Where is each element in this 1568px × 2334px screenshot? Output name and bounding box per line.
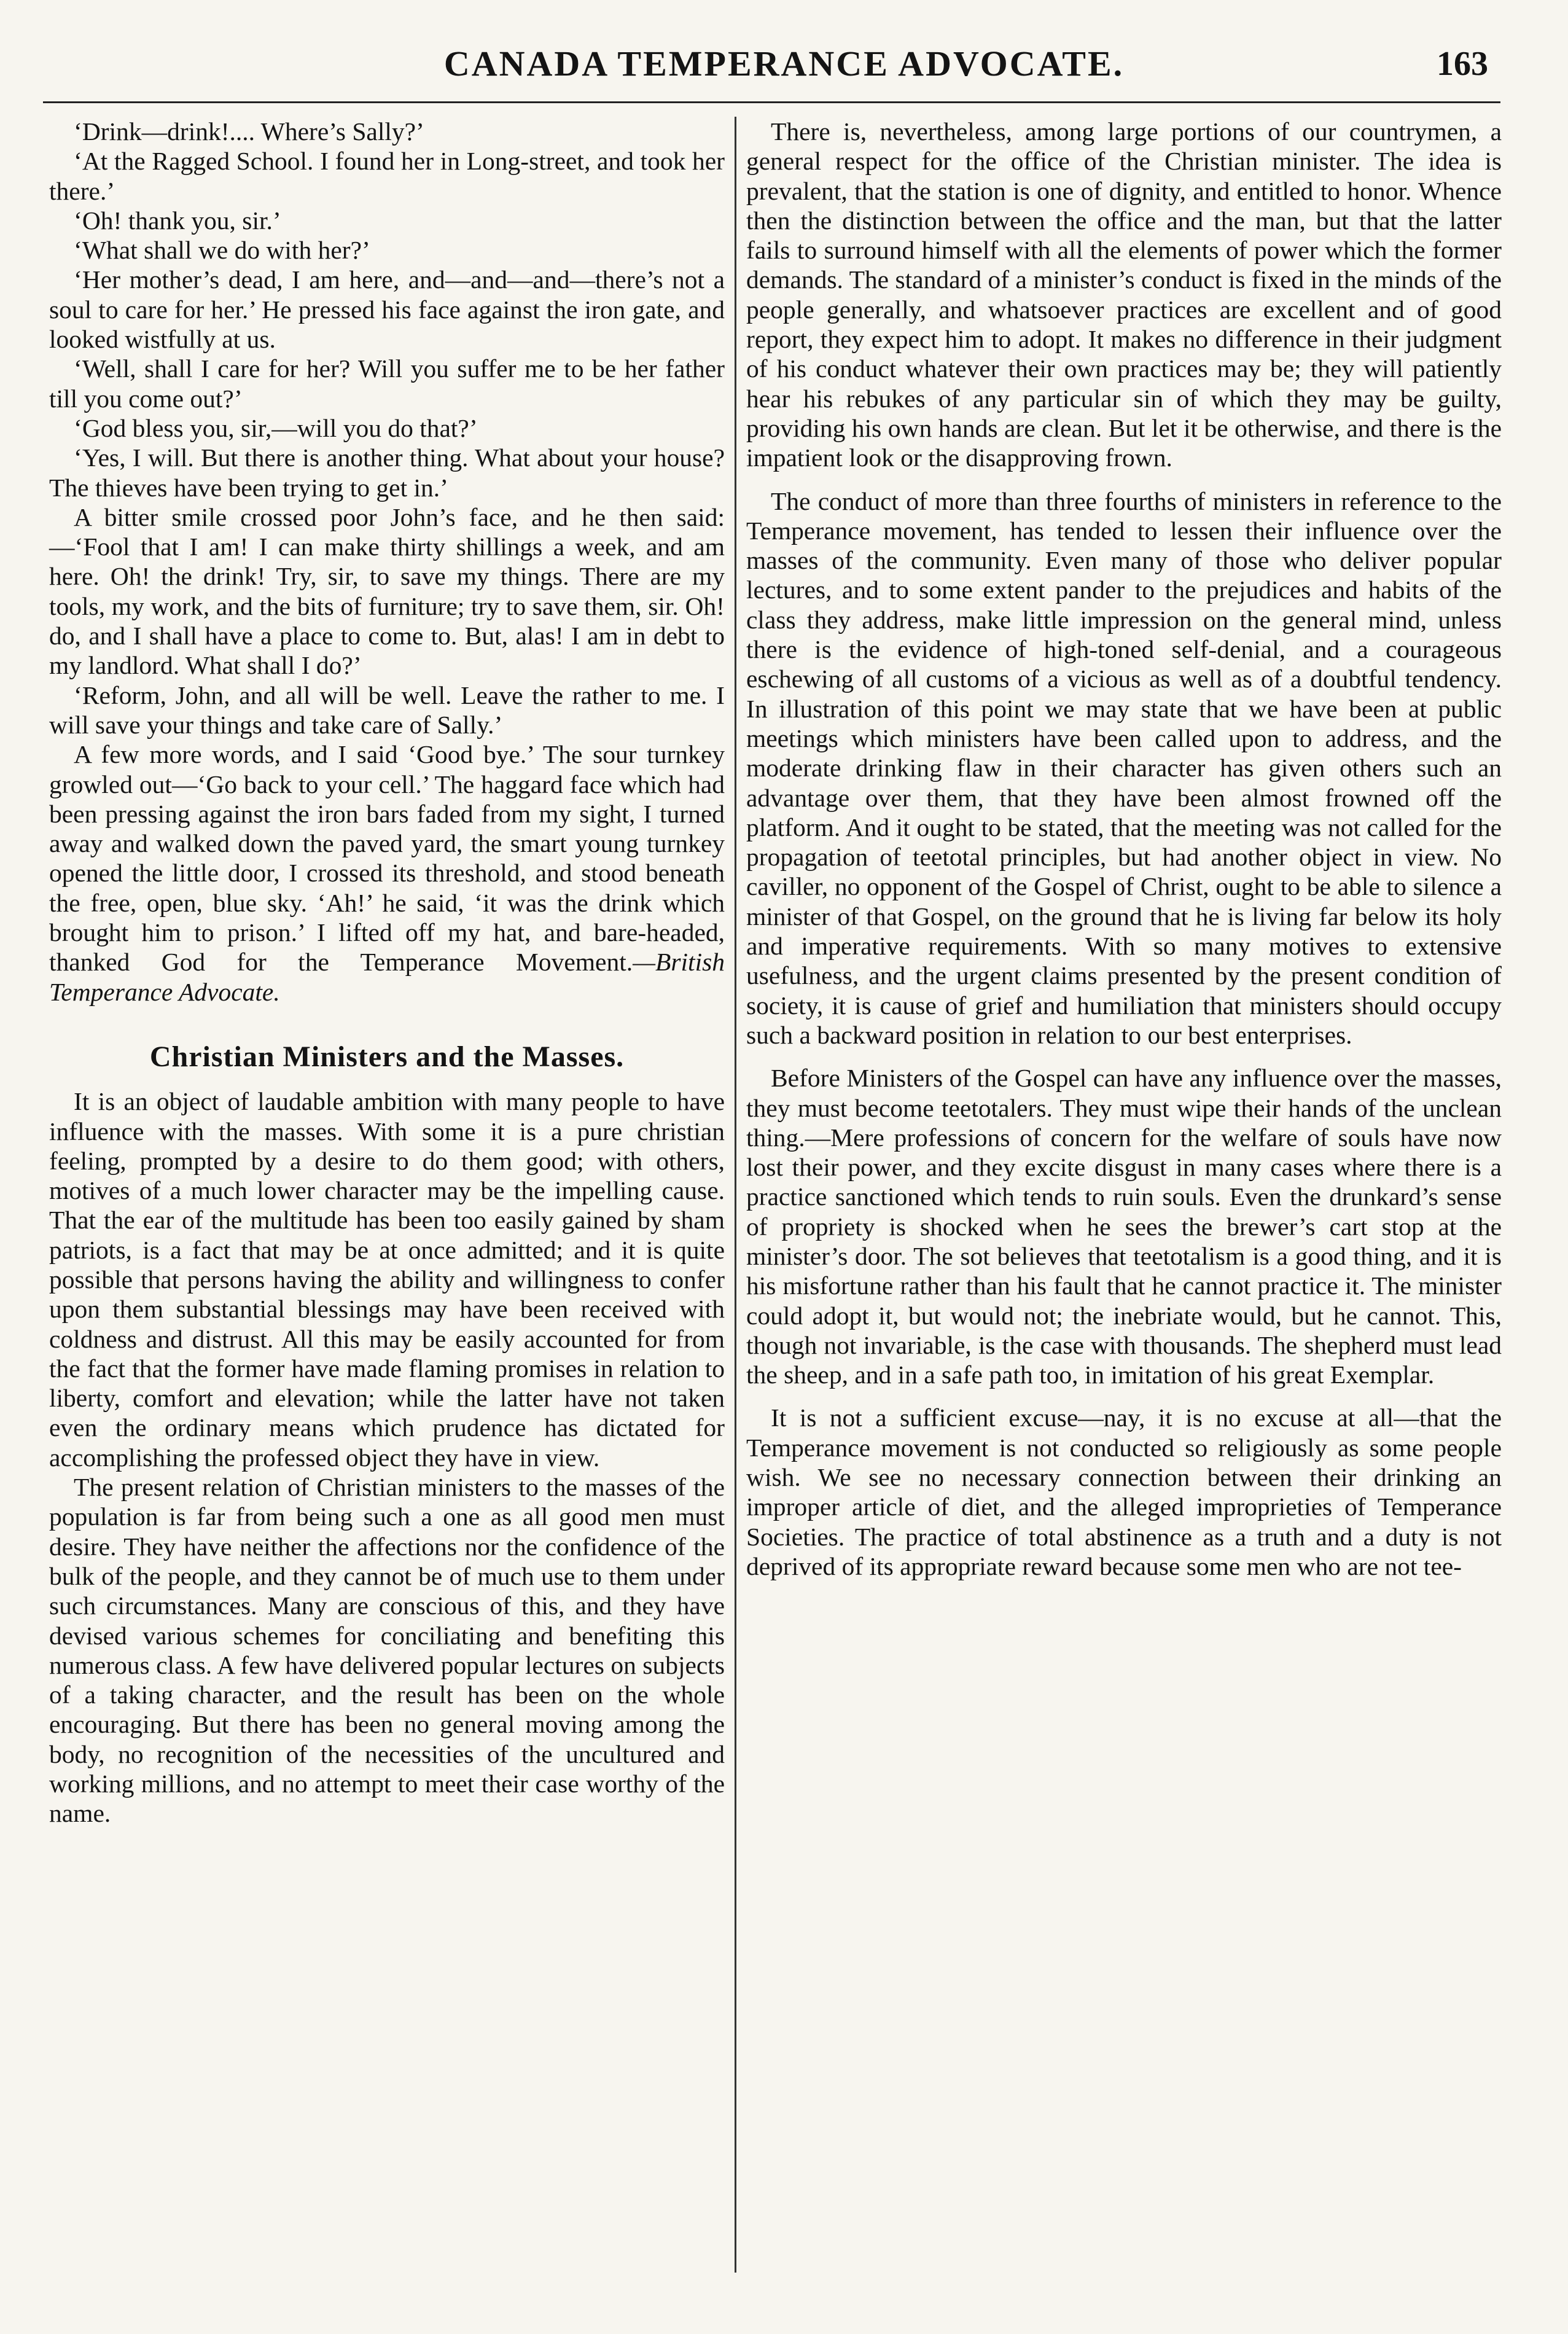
story-paragraph: ‘Yes, I will. But there is another thing. What about your house? The thieves have been trying to get in.’ <box>49 443 725 502</box>
story-paragraph: ‘What shall we do with her?’ <box>74 236 370 265</box>
article-paragraph: The conduct of more than three fourths of ministers in reference to the Temperance movement, has tended to lessen their influence over the masses of the community. Even many of those who deliver popular lectures, and to some extent pander to the prejudices and habits of the class they address, make little impression on the general mind, unless there is the evidence of high-toned self-denial, and a courageous eschewing of all customs of a vicious as well as of a doubtful tendency. In illustration of this point we may state that we have been at public meetings which ministers have been called upon to address, and the moderate drinking flaw in their character has given others such an advantage over them, that they have been almost frowned off the platform. And it ought to be stated, that the meeting was not called for the propagation of teetotal principles, but had another object in view. No caviller, no opponent of the Gospel of Christ, ought to be able to silence a minister of that Gospel, on the ground that he is living far below its holy and imperative requirements. With so many motives to extensive usefulness, and the urgent claims presented by the present condition of society, it is cause of grief and humiliation that ministers should occupy such a backward position in relation to our best enterprises. <box>746 486 1502 1049</box>
story-paragraph: ‘At the Ragged School. I found her in Long-street, and took her there.’ <box>49 147 725 205</box>
story-paragraph-text: A few more words, and I said ‘Good bye.’ The sour turnkey growled out—‘Go back to your cell.’ The haggard face which had been pressing against the iron bars faded from my sight, I turned away and walked down the paved yard, the smart young turnkey opened the little door, I crossed its threshold, and stood beneath the free, open, blue sky. ‘Ah!’ he said, ‘it was the drink which brought him to prison.’ I lifted off my hat, and bare-headed, thanked God for the Temperance Movement. <box>49 740 725 977</box>
attribution: —British Temperance Advocate. <box>49 948 725 1006</box>
story-paragraph: ‘Reform, John, and all will be well. Leave the rather to me. I will save your things and take care of Sally.’ <box>49 681 725 739</box>
story-paragraph: ‘Well, shall I care for her? Will you suffer me to be her father till you come out?’ <box>49 354 725 413</box>
column-divider <box>735 117 736 2273</box>
running-title: CANADA TEMPERANCE ADVOCATE. <box>443 44 1125 84</box>
article-paragraph: There is, nevertheless, among large portions of our countrymen, a general respect for the office of the Christian minister. The idea is prevalent, that the station is one of dignity, and entitled to honor. Whence then the distinction between the office and the man, but that the latter fails to surround himself with all the elements of power which the former demands. The standard of a minister’s conduct is fixed in the minds of the people generally, and whatsoever practices are excellent and of good report, they expect him to adopt. It makes no difference in their judgment of his conduct whatever their own practices may be; they will patiently hear his rebukes of any particular sin of which they may be guilty, providing his own hands are clean. But let it be otherwise, and there is the impatient look or the disapproving frown. <box>746 117 1502 472</box>
page-header <box>0 37 1568 92</box>
article-paragraph: It is an object of laudable ambition with many people to have influence with the masses. With some it is a pure christian feeling, prompted by a desire to do them good; with others, motives of a much lower character may be the impelling cause. That the ear of the multitude has been too easily gained by sham patriots, is a fact that may be at once admitted; and it is quite possible that persons having the ability and willingness to confer upon them substantial blessings may have been received with coldness and distrust. All this may be easily accounted for from the fact that the former have made flaming promises in relation to liberty, comfort and elevation; while the latter have not taken even the ordinary means which prudence has dictated for accomplishing the professed object they have in view. <box>49 1087 725 1472</box>
header-rule <box>43 101 1500 103</box>
page-number: 163 <box>1437 45 1488 83</box>
article-paragraph: It is not a sufficient excuse—nay, it is no excuse at all—that the Temperance movement is not conducted so religiously as some people wish. We see no necessary connection between their drinking an improper article of diet, and the alleged improprieties of Temperance Societies. The practice of total abstinence as a truth and a duty is not deprived of its appropriate reward because some men who are not tee- <box>746 1403 1502 1580</box>
story-paragraph-final <box>49 740 725 1007</box>
left-column <box>49 117 725 1829</box>
story-paragraph: ‘Oh! thank you, sir.’ <box>74 206 281 235</box>
story-paragraph: ‘God bless you, sir,—will you do that?’ <box>74 413 478 442</box>
section-heading: Christian Ministers and the Masses. <box>149 1040 625 1073</box>
right-column <box>746 117 1502 1581</box>
article-paragraph: The present relation of Christian ministers to the masses of the population is far from being such a one as all good men must desire. They have neither the affections nor the confidence of the bulk of the people, and they cannot be of much use to them under such circumstances. Many are conscious of this, and they have devised various schemes for conciliating and benefiting this numerous class. A few have delivered popular lectures on subjects of a taking character, and the result has been on the whole encouraging. But there has been no general moving among the body, no recognition of the necessities of the uncultured and working millions, and no attempt to meet their case worthy of the name. <box>49 1473 725 1828</box>
article-paragraph: Before Ministers of the Gospel can have any influence over the masses, they must become teetotalers. They must wipe their hands of the unclean thing.—Mere professions of concern for the welfare of souls have now lost their power, and they excite disgust in many cases where there is a practice sanctioned which tends to ruin souls. Even the drunkard’s sense of propriety is shocked when he sees the brewer’s cart stop at the minister’s door. The sot believes that teetotalism is a good thing, and it is his misfortune rather than his fault that he cannot practice it. The minister could adopt it, but would not; the inebriate would, but he cannot. This, though not invariable, is the case with thousands. The shepherd must lead the sheep, and in a safe path too, in imitation of his great Exemplar. <box>746 1064 1502 1389</box>
story-paragraph: ‘Her mother’s dead, I am here, and—and—and—there’s not a soul to care for her.’ He pressed his face against the iron gate, and looked wistfully at us. <box>49 265 725 354</box>
story-paragraph: A bitter smile crossed poor John’s face, and he then said:—‘Fool that I am! I can make thirty shillings a week, and am here. Oh! the drink! Try, sir, to save my things. There are my tools, my work, and the bits of furniture; try to save them, sir. Oh! do, and I shall have a place to come to. But, alas! I am in debt to my landlord. What shall I do?’ <box>49 502 725 680</box>
story-paragraph: ‘Drink—drink!.... Where’s Sally?’ <box>74 117 424 146</box>
